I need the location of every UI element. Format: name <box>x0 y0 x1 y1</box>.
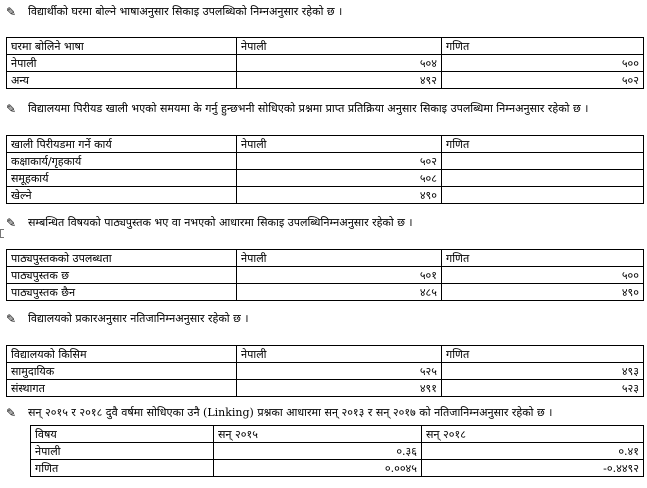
nepali-score: ४९० <box>237 187 442 204</box>
header-cell: पाठ्यपुस्तकको उपलब्धता <box>7 250 237 267</box>
year-2018-value: -०.४४९२ <box>422 460 644 477</box>
nepali-score: ५०१ <box>237 267 442 284</box>
math-score: ५०० <box>442 267 644 284</box>
header-cell: गणित <box>442 136 644 153</box>
row-label: खेल्ने <box>7 187 237 204</box>
table-header-row <box>7 38 644 55</box>
table-row <box>7 72 644 89</box>
row-label: सामुदायिक <box>7 363 237 380</box>
table-header-row <box>31 426 644 443</box>
language-table <box>6 37 644 89</box>
table-row <box>7 363 644 380</box>
row-label: संस्थागत <box>7 380 237 397</box>
table-row <box>7 380 644 397</box>
table-header-row <box>7 346 644 363</box>
row-label: पाठ्यपुस्तक छ <box>7 267 237 284</box>
year-2018-value: ०.४१ <box>422 443 644 460</box>
heading-text: सन् २०१५ र २०१८ दुवै वर्षमा सोधिएका उनै (Linking) प्रश्नका आधारमा सन् २०१३ र सन् २०१७ को नतिजानिम्नअनुसार रहेको छ । <box>28 406 553 419</box>
section-1-heading <box>2 4 342 20</box>
row-label: अन्य <box>7 72 237 89</box>
heading-text: विद्यालयमा पिरीयड खाली भएको समयमा के गर्नु हुन्छभनी सोधिएको प्रश्नमा प्राप्त प्रतिक्रिया अनुसार सिकाइ उपलब्धिमा निम्नअनुसार रहेको छ । <box>28 102 589 115</box>
header-cell: विद्यालयको किसिम <box>7 346 237 363</box>
math-score <box>442 153 644 170</box>
linking-table <box>30 425 644 477</box>
row-label: पाठ्यपुस्तक छैन <box>7 284 237 301</box>
header-cell: नेपाली <box>237 136 442 153</box>
pencil-icon: ✎ <box>5 216 17 230</box>
table-row <box>7 187 644 204</box>
math-score: ५०० <box>442 55 644 72</box>
year-2015-value: ०.००४५ <box>214 460 422 477</box>
table-row <box>7 284 644 301</box>
row-label: नेपाली <box>31 443 214 460</box>
section-2-heading <box>2 101 588 117</box>
section-4-heading <box>2 311 249 327</box>
header-cell: खाली पिरीयडमा गर्ने कार्य <box>7 136 237 153</box>
math-score: ५२३ <box>442 380 644 397</box>
free-period-table <box>6 135 644 204</box>
section-5-heading <box>2 405 552 421</box>
heading-text: सम्बन्धित विषयको पाठ्यपुस्तक भए वा नभएको आधारमा सिकाइ उपलब्धिनिम्नअनुसार रहेको छ । <box>28 216 413 229</box>
pencil-icon: ✎ <box>5 312 17 326</box>
heading-text: विद्यार्थीको घरमा बोल्ने भाषाअनुसार सिकाइ उपलब्धिको निम्नअनुसार रहेको छ । <box>28 5 343 18</box>
header-cell: गणित <box>442 250 644 267</box>
header-cell: नेपाली <box>237 346 442 363</box>
header-cell: गणित <box>442 38 644 55</box>
header-cell: नेपाली <box>237 250 442 267</box>
math-score: ५०२ <box>442 72 644 89</box>
heading-text: विद्यालयको प्रकारअनुसार नतिजानिम्नअनुसार रहेको छ । <box>28 312 249 325</box>
row-label: कक्षाकार्य/गृहकार्य <box>7 153 237 170</box>
header-cell: सन् २०१८ <box>422 426 644 443</box>
header-cell: घरमा बोलिने भाषा <box>7 38 237 55</box>
math-score: ४९३ <box>442 363 644 380</box>
table-header-row <box>7 250 644 267</box>
nepali-score: ५०४ <box>237 55 442 72</box>
table-row <box>7 170 644 187</box>
nepali-score: ५०२ <box>237 153 442 170</box>
nepali-score: ४९१ <box>237 380 442 397</box>
row-label: नेपाली <box>7 55 237 72</box>
row-label: समूहकार्य <box>7 170 237 187</box>
textbook-table <box>6 249 644 301</box>
section-3-heading <box>2 215 413 231</box>
row-label: गणित <box>31 460 214 477</box>
header-cell: नेपाली <box>237 38 442 55</box>
nepali-score: ५२५ <box>237 363 442 380</box>
table-row <box>31 460 644 477</box>
math-score: ४९० <box>442 284 644 301</box>
pencil-icon: ✎ <box>5 5 17 19</box>
math-score <box>442 187 644 204</box>
header-cell: सन् २०१५ <box>214 426 422 443</box>
school-type-table <box>6 345 644 397</box>
table-header-row <box>7 136 644 153</box>
table-row <box>31 443 644 460</box>
nepali-score: ४९२ <box>237 72 442 89</box>
math-score <box>442 170 644 187</box>
pencil-icon: ✎ <box>5 102 17 116</box>
nepali-score: ५०८ <box>237 170 442 187</box>
nepali-score: ४८५ <box>237 284 442 301</box>
table-row <box>7 55 644 72</box>
header-cell: गणित <box>442 346 644 363</box>
table-row <box>7 153 644 170</box>
pencil-icon: ✎ <box>5 406 17 420</box>
header-cell: विषय <box>31 426 214 443</box>
table-row <box>7 267 644 284</box>
year-2015-value: ०.३६ <box>214 443 422 460</box>
